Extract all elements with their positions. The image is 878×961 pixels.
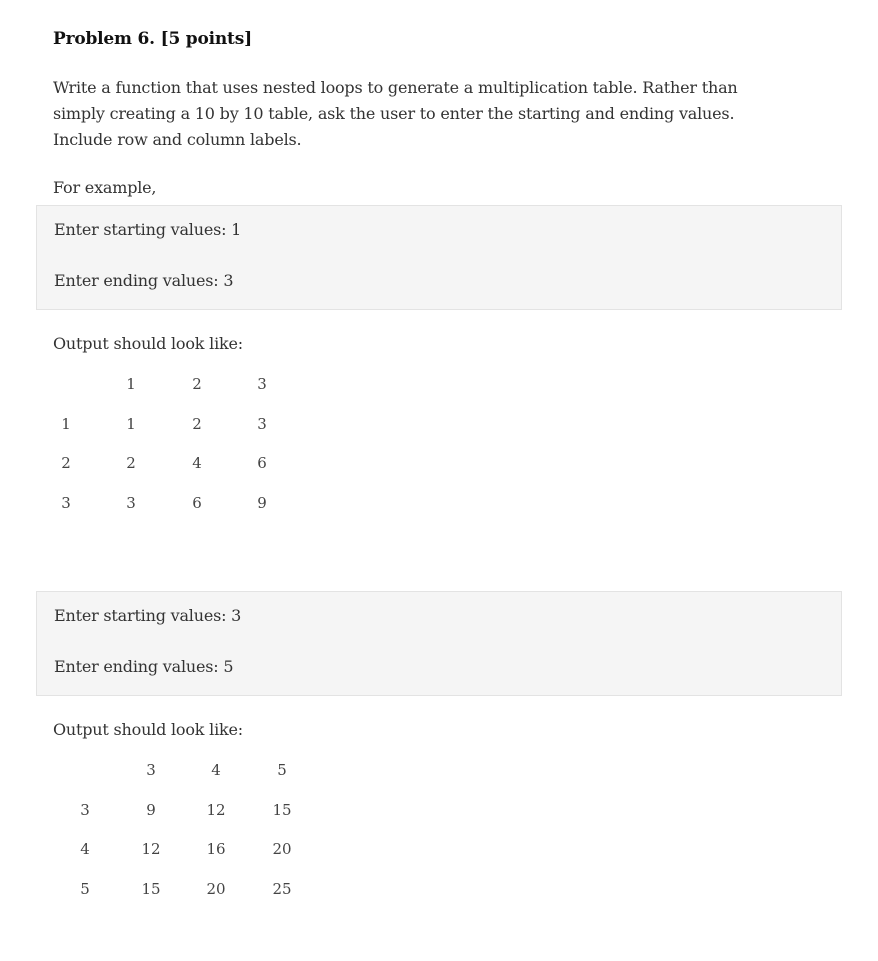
problem-description: Write a function that uses nested loops to generate a multiplication table. Rather than simply creating a 10 by 10 table, ask the user to enter the starting and ending values. Include row and column labels. xyxy=(53,78,738,149)
table-cell: 25 xyxy=(272,880,292,898)
example-2-output-label: Output should look like: xyxy=(53,720,243,739)
column-header: 3 xyxy=(146,761,156,779)
table-cell: 12 xyxy=(206,801,226,819)
row-label: 5 xyxy=(80,880,90,898)
table-cell: 2 xyxy=(192,415,202,433)
table-cell: 20 xyxy=(272,840,292,858)
table-cell: 2 xyxy=(126,454,136,472)
column-header: 4 xyxy=(211,761,221,779)
table-cell: 3 xyxy=(126,494,136,512)
table-cell: 20 xyxy=(206,880,226,898)
column-header: 1 xyxy=(126,375,136,393)
table-cell: 6 xyxy=(257,454,267,472)
table-cell: 9 xyxy=(257,494,267,512)
table-cell: 12 xyxy=(141,840,161,858)
example-2-end-line: Enter ending values: 5 xyxy=(54,657,234,676)
problem-title: Problem 6. [5 points] xyxy=(53,29,252,49)
table-cell: 3 xyxy=(257,415,267,433)
column-header: 3 xyxy=(257,375,267,393)
row-label: 4 xyxy=(80,840,90,858)
row-label: 3 xyxy=(80,801,90,819)
column-header: 2 xyxy=(192,375,202,393)
example-1-input-box xyxy=(36,205,842,310)
table-cell: 9 xyxy=(146,801,156,819)
table-cell: 1 xyxy=(126,415,136,433)
column-header: 5 xyxy=(277,761,287,779)
row-label: 2 xyxy=(61,454,71,472)
example-2-start-line: Enter starting values: 3 xyxy=(54,606,242,625)
row-label: 3 xyxy=(61,494,71,512)
row-label: 1 xyxy=(61,415,71,433)
example-2-input-box xyxy=(36,591,842,696)
example-1-end-line: Enter ending values: 3 xyxy=(54,271,234,290)
example-1-output-label: Output should look like: xyxy=(53,334,243,353)
for-example-text: For example, xyxy=(53,178,157,197)
table-cell: 4 xyxy=(192,454,202,472)
table-cell: 16 xyxy=(206,840,226,858)
table-cell: 6 xyxy=(192,494,202,512)
example-1-start-line: Enter starting values: 1 xyxy=(54,220,242,239)
table-cell: 15 xyxy=(272,801,292,819)
table-cell: 15 xyxy=(141,880,161,898)
